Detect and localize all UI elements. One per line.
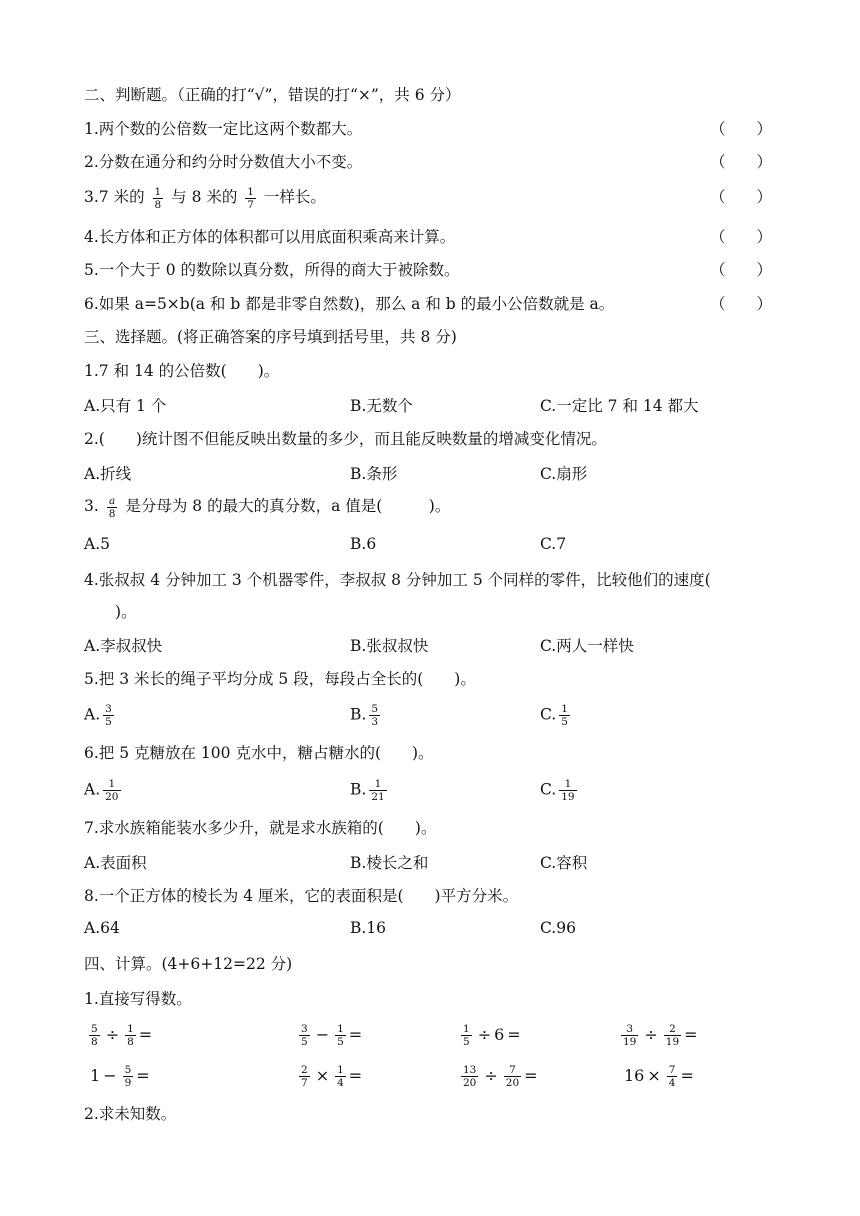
answer-parentheses: （ ） [709,153,772,171]
section-heading-choice: 三、选择题。(将正确答案的序号填到括号里，共 8 分) [84,328,457,346]
choice-question-8: 8.一个正方体的棱长为 4 厘米，它的表面积是( )平方分米。 [84,887,519,905]
option-label: B. [350,780,367,799]
multiply-operator: × [315,1066,330,1085]
integer: 6 [494,1025,505,1044]
choice-question-2: 2.( )统计图不但能反映出数量的多少，而且能反映数量的增减变化情况。 [84,430,607,448]
fraction [559,778,576,803]
answer-parentheses: （ ） [709,228,772,246]
fraction-numerator: 1 [337,1023,344,1035]
option-b [350,703,383,728]
fraction-denominator: 4 [668,1077,676,1089]
equals-sign: = [138,1025,153,1044]
option-c [540,703,573,728]
judge-question-1 [84,117,772,141]
option-c [540,778,580,803]
fraction-numerator: 1 [127,1023,134,1035]
choice-options-1 [84,394,772,418]
option-label: A. [84,705,101,724]
choice-question-6: 6.把 5 克糖放在 100 克水中，糖占糖水的( )。 [84,744,434,762]
fraction-denominator: 3 [371,716,379,728]
equals-sign: = [136,1066,150,1085]
option-a: A.表面积 [84,854,147,872]
fraction-numerator: 1 [561,703,568,715]
fraction-denominator: 5 [337,1036,344,1048]
equals-sign: = [348,1025,363,1044]
question-number: 3. [84,497,99,515]
fraction-denominator: 20 [105,791,119,803]
fraction [461,1064,478,1089]
fraction-denominator: 8 [108,507,116,520]
choice-options-2 [84,462,772,486]
question-text: 是分母为 8 的最大的真分数，a 值是( )。 [125,497,451,515]
choice-question-5: 5.把 3 米长的绳子平均分成 5 段，每段占全长的( )。 [84,670,476,688]
fraction-denominator: 5 [105,716,112,728]
fraction-numerator: 2 [669,1023,676,1035]
fraction-denominator: 19 [561,791,575,803]
fraction [125,1023,136,1048]
divide-operator: ÷ [477,1025,492,1044]
fraction-numerator: a [108,494,116,507]
fraction-numerator: 7 [509,1064,516,1076]
option-c: C.容积 [540,854,588,872]
judge-question-2 [84,150,772,174]
fraction-numerator: 5 [371,703,379,715]
option-b: B.16 [350,919,387,937]
choice-question-7: 7.求水族箱能装水多少升，就是求水族箱的( )。 [84,819,437,837]
judge-question-4 [84,225,772,249]
option-label: B. [350,705,367,724]
fraction-numerator: 1 [337,1064,344,1076]
fraction-denominator: 4 [337,1077,344,1089]
fraction [621,1023,638,1048]
choice-options-8 [84,919,772,943]
option-b [350,778,390,803]
option-b: B.6 [350,535,377,553]
question-text: 5.一个大于 0 的数除以真分数，所得的商大于被除数。 [84,261,460,279]
equals-sign: = [684,1025,698,1044]
fraction [89,1023,100,1048]
fraction [103,703,114,728]
judge-question-3 [84,185,772,209]
integer: 16 [624,1066,645,1085]
fraction-numerator: 1 [463,1023,470,1035]
fraction [664,1023,681,1048]
option-c: C.一定比 7 和 14 都大 [540,397,699,415]
fraction [103,778,120,803]
fraction-denominator: 20 [505,1077,520,1089]
calc-expression-1 [86,1020,152,1050]
choice-options-4 [84,634,772,658]
multiply-operator: × [647,1066,661,1085]
question-text-part: 与 8 米的 [171,188,238,206]
option-b: B.棱长之和 [350,854,429,872]
option-b: B.条形 [350,465,398,483]
fraction-numerator: 1 [564,778,572,790]
option-label: A. [84,780,101,799]
fraction-denominator: 9 [124,1077,132,1089]
calc-expression-7 [458,1061,538,1091]
option-a: A.折线 [84,465,132,483]
calc-expression-4 [618,1020,698,1050]
divide-operator: ÷ [105,1025,120,1044]
fraction-denominator: 5 [463,1036,470,1048]
minus-operator: − [315,1025,330,1044]
option-a [84,778,124,803]
fraction-numerator: 1 [374,778,382,790]
option-a: A.李叔叔快 [84,637,163,655]
equals-sign: = [680,1066,694,1085]
equals-sign: = [524,1066,538,1085]
fraction-denominator: 7 [247,198,254,211]
fraction [107,495,118,520]
answer-parentheses: （ ） [709,120,772,138]
choice-options-5 [84,703,772,737]
calc-expression-6 [296,1061,362,1091]
calc-expression-8 [624,1061,694,1091]
fraction [369,703,380,728]
fraction [461,1023,472,1048]
section-heading-calc: 四、计算。(4+6+12=22 分) [84,955,293,973]
calc-expression-5 [90,1061,150,1091]
option-b: B.张叔叔快 [350,637,429,655]
fraction-denominator: 19 [665,1036,680,1048]
fraction [245,186,256,211]
fraction [123,1064,134,1089]
question-text: 6.如果 a=5×b(a 和 b 都是非零自然数)，那么 a 和 b 的最小公倍数就是 a。 [84,295,615,313]
answer-parentheses: （ ） [709,261,772,279]
choice-question-1: 1.7 和 14 的公倍数( )。 [84,362,280,380]
option-c: C.7 [540,535,567,553]
option-a [84,703,117,728]
choice-options-7 [84,851,772,875]
fraction-denominator: 21 [371,791,385,803]
fraction-numerator: 1 [154,185,162,198]
option-label: C. [540,705,557,724]
option-c: C.96 [540,919,576,937]
equals-sign: = [507,1025,521,1044]
option-a: A.64 [84,919,120,937]
fraction-denominator: 20 [463,1077,477,1089]
fraction [559,703,570,728]
judge-question-6 [84,292,772,316]
divide-operator: ÷ [644,1025,658,1044]
fraction-numerator: 3 [301,1023,308,1035]
fraction [299,1064,310,1089]
calc-expression-2 [296,1020,362,1050]
fraction-numerator: 3 [626,1023,634,1035]
choice-question-3 [84,494,772,518]
option-b: B.无数个 [350,397,413,415]
fraction-numerator: 1 [108,778,116,790]
question-text-part: 一样长。 [263,188,326,206]
option-c: C.两人一样快 [540,637,634,655]
fraction-denominator: 5 [301,1036,308,1048]
fraction-denominator: 5 [561,716,568,728]
option-label: C. [540,780,557,799]
choice-options-6 [84,778,772,812]
fraction [667,1064,678,1089]
question-text-part: 3.7 米的 [84,188,145,206]
divide-operator: ÷ [484,1066,498,1085]
fraction-numerator: 13 [463,1064,477,1076]
choice-question-4-line1: 4.张叔叔 4 分钟加工 3 个机器零件，李叔叔 8 分钟加工 5 个同样的零件，比较他们的速度( [84,571,711,589]
integer: 1 [90,1066,101,1085]
answer-parentheses: （ ） [709,295,772,313]
section-heading-judge: 二、判断题。（正确的打“√”，错误的打“×”，共 6 分） [84,86,461,104]
equals-sign: = [348,1066,363,1085]
fraction [369,778,386,803]
fraction-denominator: 8 [91,1036,98,1048]
fraction-numerator: 1 [247,185,254,198]
judge-question-5 [84,258,772,282]
calc-subheading-2: 2.求未知数。 [84,1105,177,1123]
option-a: A.5 [84,535,110,553]
fraction [153,186,164,211]
calc-subheading-1: 1.直接写得数。 [84,990,192,1008]
question-text: 1.两个数的公倍数一定比这两个数都大。 [84,120,363,138]
fraction-denominator: 7 [301,1077,308,1089]
calc-expression-3 [458,1020,524,1050]
fraction-denominator: 8 [127,1036,134,1048]
fraction-numerator: 7 [668,1064,676,1076]
fraction-numerator: 3 [105,703,112,715]
fraction [504,1064,521,1089]
fraction-denominator: 19 [623,1036,637,1048]
choice-options-3 [84,535,772,559]
choice-question-4-line2: )。 [84,603,137,621]
question-text: 4.长方体和正方体的体积都可以用底面积乘高来计算。 [84,228,456,246]
answer-parentheses: （ ） [709,188,772,206]
fraction-numerator: 2 [301,1064,308,1076]
option-c: C.扇形 [540,465,588,483]
fraction [335,1064,346,1089]
fraction [335,1023,346,1048]
minus-operator: − [103,1066,117,1085]
option-a: A.只有 1 个 [84,397,167,415]
fraction-denominator: 8 [154,198,162,211]
fraction-numerator: 5 [91,1023,98,1035]
fraction-numerator: 5 [124,1064,132,1076]
fraction [299,1023,310,1048]
question-text: 2.分数在通分和约分时分数值大小不变。 [84,153,363,171]
